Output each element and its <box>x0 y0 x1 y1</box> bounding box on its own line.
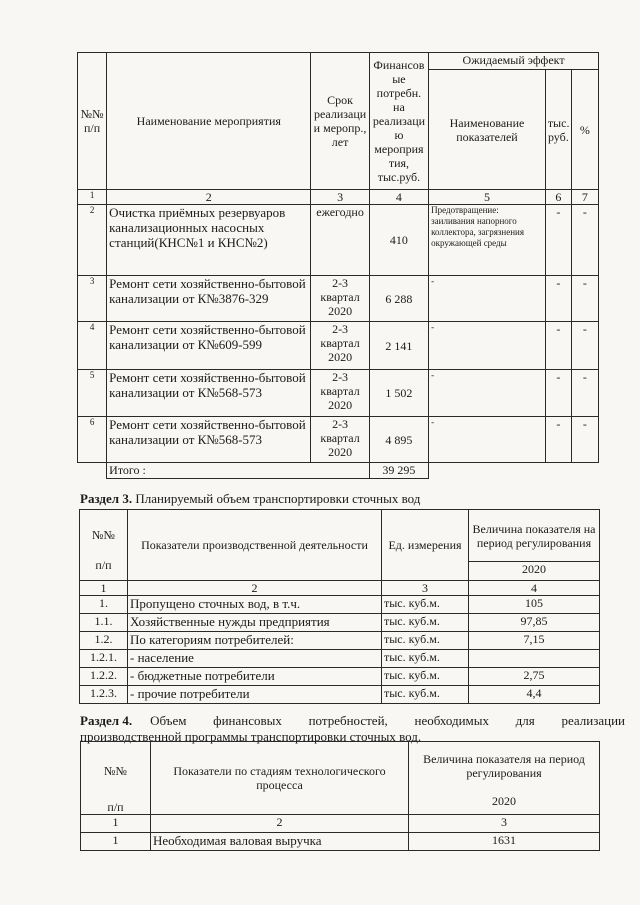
section3-title-bold: Раздел 3. <box>80 491 133 506</box>
column-numbers-row <box>80 581 600 596</box>
table-row <box>78 322 599 370</box>
row-rub: - <box>545 370 571 417</box>
row-unit: тыс. куб.м. <box>382 614 469 632</box>
row-rub: - <box>545 322 571 370</box>
row-name: Хозяйственные нужды предприятия <box>128 614 382 632</box>
col-number: 1 <box>78 190 107 205</box>
header-num-bottom: п/п <box>107 800 124 814</box>
row-pct: - <box>571 276 598 322</box>
header-value: Величина показателя на период регулирования <box>469 510 600 562</box>
header-num-top: №№ <box>92 528 115 542</box>
col-number: 1 <box>80 581 128 596</box>
row-number: 1. <box>80 596 128 614</box>
row-cost: 2 141 <box>369 322 428 370</box>
row-unit: тыс. куб.м. <box>382 668 469 686</box>
row-value: 2,75 <box>469 668 600 686</box>
row-value: 7,15 <box>469 632 600 650</box>
header-term: Срок реализаци и меропр., лет <box>311 53 369 190</box>
col-number: 2 <box>128 581 382 596</box>
header-effect: Ожидаемый эффект <box>429 53 599 70</box>
row-pct: - <box>571 417 598 463</box>
row-name: Ремонт сети хозяйственно-бытовой канализации от К№609-599 <box>107 322 311 370</box>
table-row <box>80 650 600 668</box>
row-effect: - <box>429 417 546 463</box>
header-year: 2020 <box>469 562 600 581</box>
row-name: - прочие потребители <box>128 686 382 704</box>
header-pct: % <box>571 70 598 190</box>
table-row <box>80 686 600 704</box>
col-number: 4 <box>469 581 600 596</box>
table-row <box>80 632 600 650</box>
row-effect: - <box>429 322 546 370</box>
row-name: Очистка приёмных резервуаров канализационных насосных станций(КНС№1 и КНС№2) <box>107 205 311 276</box>
row-number: 3 <box>78 276 107 322</box>
header-indicator: Показатели производственной деятельности <box>128 510 382 581</box>
col-number: 1 <box>81 815 151 833</box>
row-effect: - <box>429 276 546 322</box>
header-indicator-text: Показатели по стадиям технологического процесса <box>173 764 386 792</box>
header-num-bottom: п/п <box>95 558 112 572</box>
col-number: 3 <box>409 815 600 833</box>
row-pct: - <box>571 205 598 276</box>
section4-title-line2: производственной программы транспортировки сточных вод. <box>80 729 422 744</box>
header-num-top: №№ <box>104 764 127 778</box>
total-label: Итого : <box>107 463 370 479</box>
header-num <box>80 510 128 581</box>
total-row <box>78 463 599 479</box>
section4-title-text: Объем финансовых потребностей, необходимых для реализации <box>150 713 625 728</box>
table-row <box>80 596 600 614</box>
row-name: - население <box>128 650 382 668</box>
col-number: 4 <box>369 190 428 205</box>
row-number: 1.2.3. <box>80 686 128 704</box>
header-finance: Финансов ые потребн. на реализаци ю мероприя тия, тыс.руб. <box>369 53 428 190</box>
header-indicator <box>151 742 409 815</box>
header-unit: Ед. измерения <box>382 510 469 581</box>
row-number: 5 <box>78 370 107 417</box>
row-value: 105 <box>469 596 600 614</box>
table-row <box>78 370 599 417</box>
row-term: 2-3 квартал 2020 <box>311 370 369 417</box>
row-name: По категориям потребителей: <box>128 632 382 650</box>
table-row <box>80 668 600 686</box>
row-term: ежегодно <box>311 205 369 276</box>
col-number: 3 <box>311 190 369 205</box>
column-numbers-row <box>78 190 599 205</box>
header-num <box>81 742 151 815</box>
row-unit: тыс. куб.м. <box>382 650 469 668</box>
row-effect: Предотвращение: заиливания напорного коллектора, загрязнения окружающей среды <box>429 205 546 276</box>
header-indicator: Наименование показателей <box>429 70 546 190</box>
table-row <box>81 833 600 851</box>
col-number: 2 <box>151 815 409 833</box>
col-number: 5 <box>429 190 546 205</box>
col-number: 3 <box>382 581 469 596</box>
header-rub: тыс. руб. <box>545 70 571 190</box>
row-pct: - <box>571 370 598 417</box>
row-number: 2 <box>78 205 107 276</box>
row-value: 97,85 <box>469 614 600 632</box>
section3-title <box>80 491 420 507</box>
table-row <box>80 614 600 632</box>
transport-volume-table <box>79 509 600 704</box>
row-name: Ремонт сети хозяйственно-бытовой канализации от К№568-573 <box>107 370 311 417</box>
col-number: 7 <box>571 190 598 205</box>
row-name: Пропущено сточных вод, в т.ч. <box>128 596 382 614</box>
row-cost: 410 <box>369 205 428 276</box>
row-name: Ремонт сети хозяйственно-бытовой канализации от К№568-573 <box>107 417 311 463</box>
row-effect: - <box>429 370 546 417</box>
column-numbers-row <box>81 815 600 833</box>
row-rub: - <box>545 276 571 322</box>
section3-title-text: Планируемый объем транспортировки сточных вод <box>132 491 421 506</box>
header-name: Наименование мероприятия <box>107 53 311 190</box>
row-rub: - <box>545 417 571 463</box>
row-number: 1.2.2. <box>80 668 128 686</box>
header-value-text: Величина показателя на период регулирования <box>423 752 585 780</box>
row-number: 1 <box>81 833 151 851</box>
row-term: 2-3 квартал 2020 <box>311 322 369 370</box>
row-cost: 6 288 <box>369 276 428 322</box>
row-term: 2-3 квартал 2020 <box>311 276 369 322</box>
row-number: 4 <box>78 322 107 370</box>
col-number: 6 <box>545 190 571 205</box>
col-number: 2 <box>107 190 311 205</box>
financial-needs-table <box>80 741 600 851</box>
row-number: 1.1. <box>80 614 128 632</box>
table-row <box>78 276 599 322</box>
row-term: 2-3 квартал 2020 <box>311 417 369 463</box>
row-rub: - <box>545 205 571 276</box>
header-value <box>409 742 600 815</box>
row-value: 1631 <box>409 833 600 851</box>
row-number: 1.2.1. <box>80 650 128 668</box>
row-cost: 4 895 <box>369 417 428 463</box>
row-unit: тыс. куб.м. <box>382 686 469 704</box>
row-number: 6 <box>78 417 107 463</box>
total-value: 39 295 <box>369 463 428 479</box>
row-name: Необходимая валовая выручка <box>151 833 409 851</box>
section4-title-bold: Раздел 4. <box>80 713 133 728</box>
row-value <box>469 650 600 668</box>
row-pct: - <box>571 322 598 370</box>
header-year: 2020 <box>492 794 516 808</box>
row-number: 1.2. <box>80 632 128 650</box>
measures-table <box>77 52 599 479</box>
row-unit: тыс. куб.м. <box>382 596 469 614</box>
table-row <box>78 205 599 276</box>
row-value: 4,4 <box>469 686 600 704</box>
row-name: Ремонт сети хозяйственно-бытовой канализации от К№3876-329 <box>107 276 311 322</box>
row-name: - бюджетные потребители <box>128 668 382 686</box>
header-num: №№ п/п <box>78 53 107 190</box>
row-unit: тыс. куб.м. <box>382 632 469 650</box>
row-cost: 1 502 <box>369 370 428 417</box>
table-row <box>78 417 599 463</box>
